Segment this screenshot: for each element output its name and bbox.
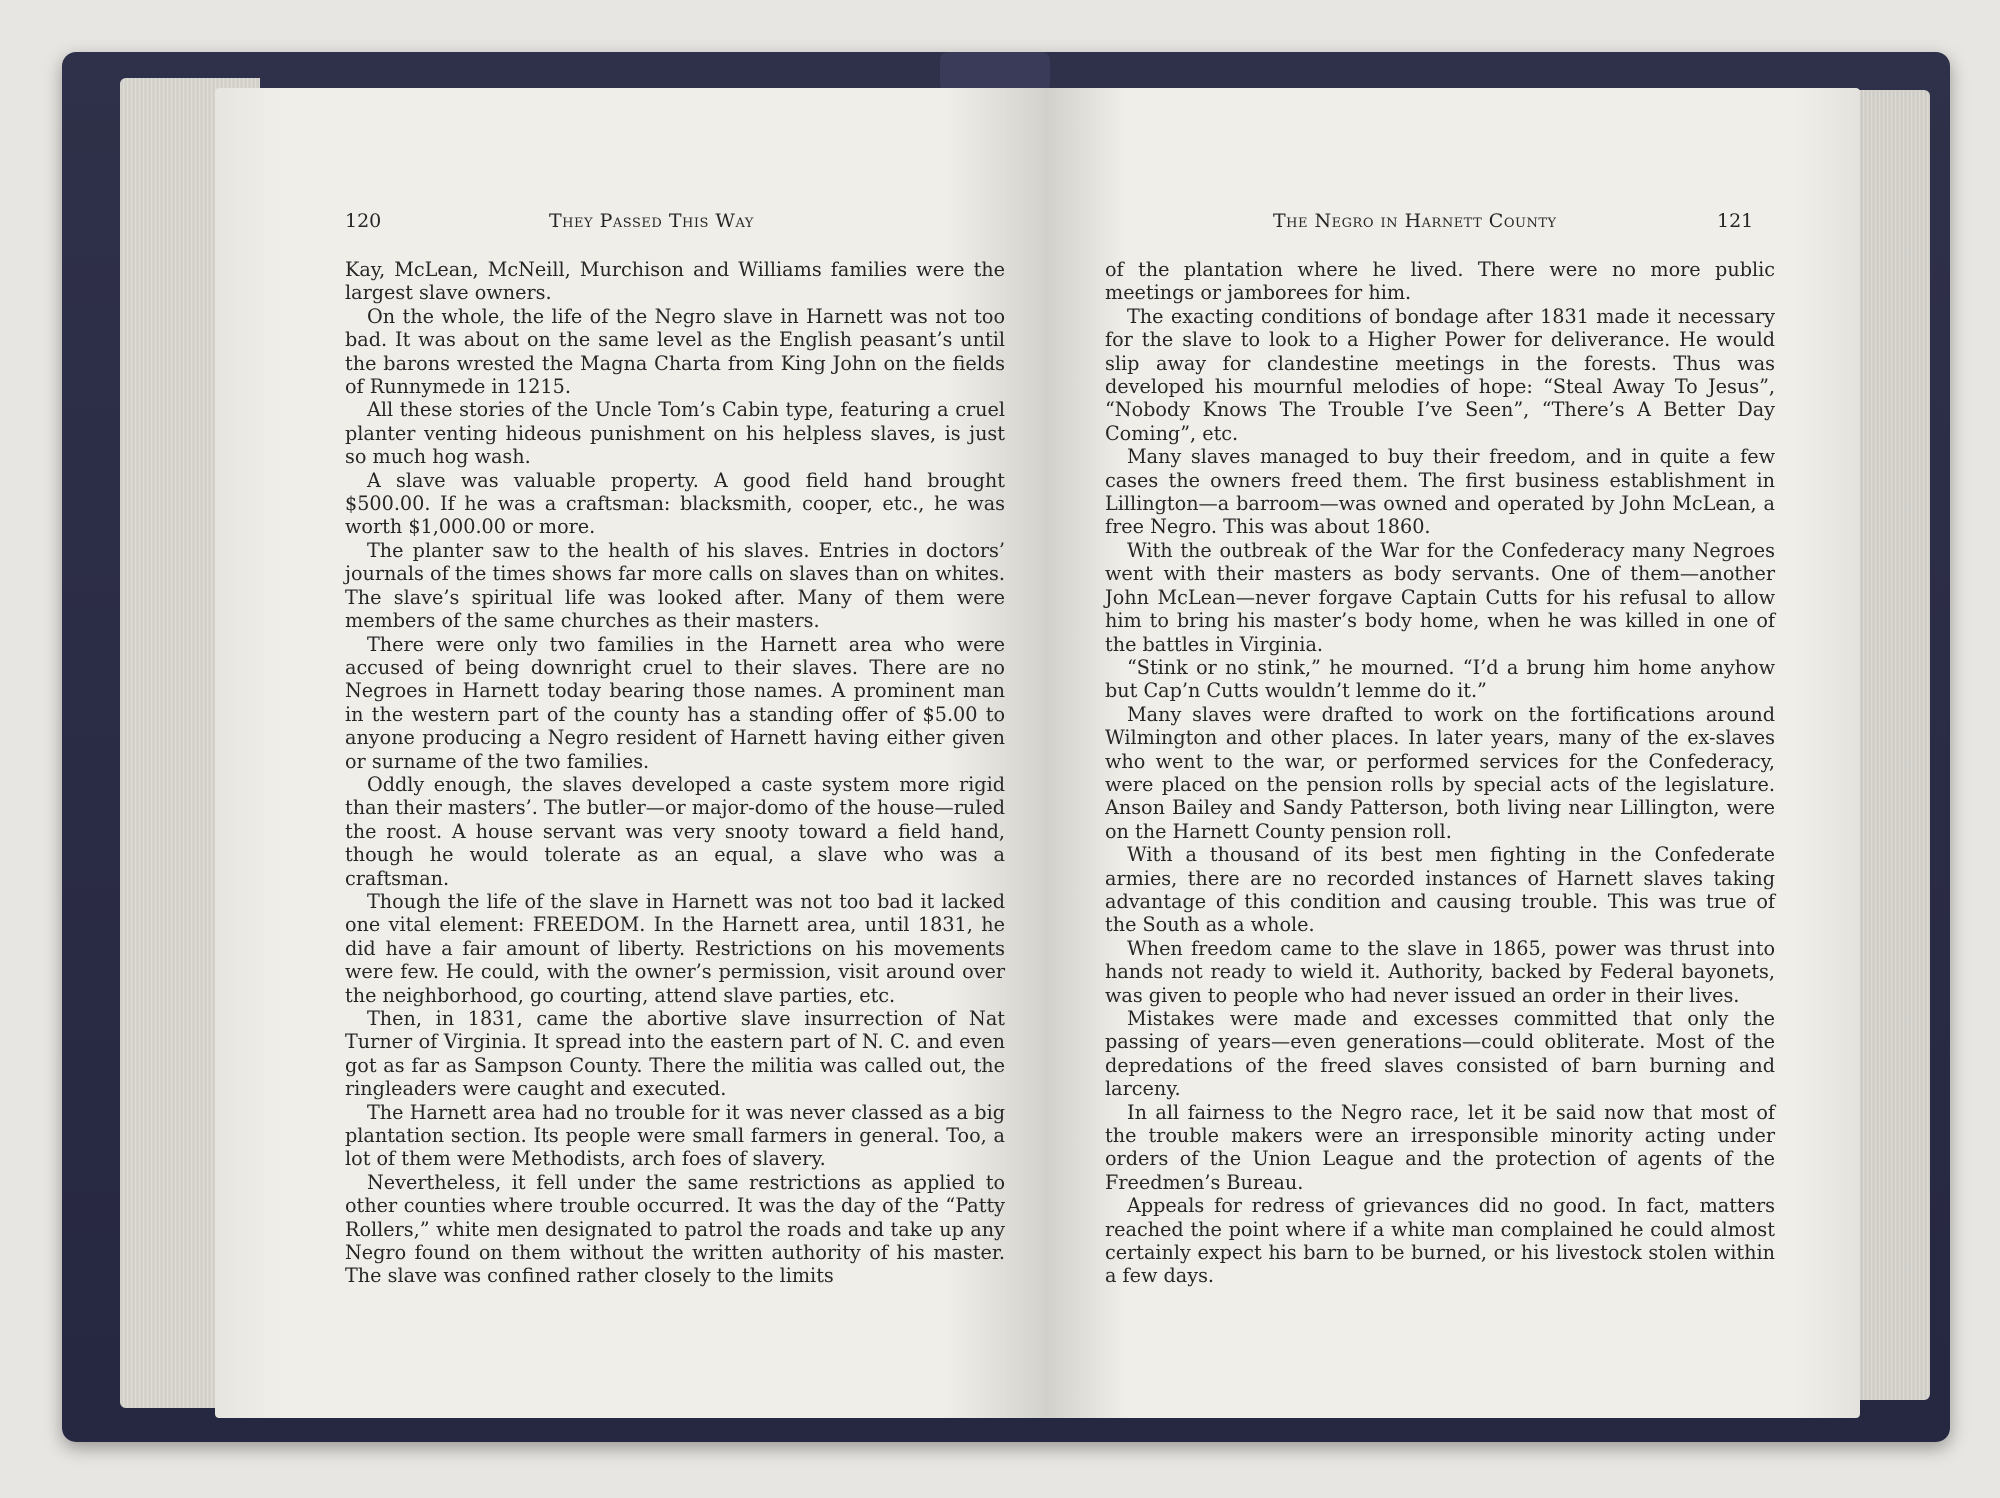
- paragraph: The planter saw to the health of his slaves. Entries in doctors’ journals of the times shows far more calls on slaves than on whites. The slave’s spiritual life was looked after. Many of them were members of the same churches as their masters.: [345, 538, 1005, 633]
- paragraph: Then, in 1831, came the abortive slave insurrection of Nat Turner of Virginia. It spread into the eastern part of N. C. and even got as far as Sampson County. There the militia was called out, the ringleaders were caught and executed.: [345, 1007, 1005, 1101]
- right-page: [1045, 88, 1860, 1418]
- paragraph: Kay, McLean, McNeill, Murchison and Williams families were the largest slave owners.: [345, 258, 1005, 305]
- left-page-text: [345, 258, 1005, 1288]
- paragraph: On the whole, the life of the Negro slave in Harnett was not too bad. It was about on the same level as the English peasant’s until the barons wrested the Magna Charta from King John on the fields of Runnymede in 1215.: [345, 304, 1005, 399]
- paragraph: Many slaves were drafted to work on the fortifications around Wilmington and other places. In later years, many of the ex-slaves who went to the war, or performed services for the Confederacy, were placed on the pension rolls by special acts of the legislature. Anson Bailey and Sandy Patterson, both living near Lillington, were on the Harnett County pension roll.: [1105, 702, 1775, 843]
- paragraph: With the outbreak of the War for the Confederacy many Negroes went with their masters as body servants. One of them—another John McLean—never forgave Captain Cutts for his refusal to allow him to bring his master’s body home, when he was killed in one of the battles in Virginia.: [1105, 538, 1775, 656]
- paragraph: Nevertheless, it fell under the same restrictions as applied to other counties where trouble occurred. It was the day of the “Patty Rollers,” white men designated to patrol the roads and take up any Negro found on them without the written authority of his master. The slave was confined rather closely to the limits: [345, 1170, 1005, 1288]
- paragraph: Oddly enough, the slaves developed a caste system more rigid than their masters’. The butler—or major-domo of the house—ruled the roost. A house servant was very snooty toward a field hand, though he would tolerate as an equal, a slave who was a craftsman.: [345, 772, 1005, 890]
- paragraph: When freedom came to the slave in 1865, power was thrust into hands not ready to wield it. Authority, backed by Federal bayonets, was given to people who had never issued an order in their lives.: [1105, 936, 1775, 1007]
- left-running-head: They Passed This Way: [549, 210, 754, 232]
- right-page-number: 121: [1717, 210, 1754, 232]
- paragraph: The Harnett area had no trouble for it was never classed as a big plantation section. Its people were small farmers in general. Too, a lot of them were Methodists, arch foes of slavery.: [345, 1100, 1005, 1171]
- right-page-text: [1105, 258, 1775, 1288]
- paragraph: The exacting conditions of bondage after 1831 made it necessary for the slave to look to a Higher Power for deliverance. He would slip away for clandestine meetings in the forests. Thus was developed his mournful melodies of hope: “Steal Away To Jesus”, “Nobody Knows The Trouble I’ve Seen”, “There’s A Better Day Coming”, etc.: [1105, 304, 1775, 445]
- paragraph: Appeals for redress of grievances did no good. In fact, matters reached the point where if a white man complained he could almost certainly expect his barn to be burned, or his livestock stolen within a few days.: [1105, 1194, 1775, 1288]
- left-page-number: 120: [345, 210, 382, 232]
- paragraph: All these stories of the Uncle Tom’s Cabin type, featuring a cruel planter venting hideous punishment on his helpless slaves, is just so much hog wash.: [345, 398, 1005, 469]
- paragraph: A slave was valuable property. A good field hand brought $500.00. If he was a craftsman: blacksmith, cooper, etc., he was worth $1,000.00 or more.: [345, 468, 1005, 539]
- paragraph: Many slaves managed to buy their freedom, and in quite a few cases the owners freed them. The first business establishment in Lillington—a barroom—was owned and operated by John McLean, a free Negro. This was about 1860.: [1105, 445, 1775, 539]
- paragraph: Mistakes were made and excesses committed that only the passing of years—even generations—could obliterate. Most of the depredations of the freed slaves consisted of barn burning and larceny.: [1105, 1007, 1775, 1101]
- paragraph: There were only two families in the Harnett area who were accused of being downright cruel to their slaves. There are no Negroes in Harnett today bearing those names. A prominent man in the western part of the county has a standing offer of $5.00 to anyone producing a Negro resident of Harnett having either given or surname of the two families.: [345, 632, 1005, 773]
- left-page: [215, 88, 1045, 1418]
- paragraph: Though the life of the slave in Harnett was not too bad it lacked one vital element: FREEDOM. In the Harnett area, until 1831, he did have a fair amount of liberty. Restrictions on his movements were few. He could, with the owner’s permission, visit around over the neighborhood, go courting, attend slave parties, etc.: [345, 889, 1005, 1007]
- paragraph: “Stink or no stink,” he mourned. “I’d a brung him home anyhow but Cap’n Cutts wouldn’t lemme do it.”: [1105, 655, 1775, 703]
- paragraph: With a thousand of its best men fighting in the Confederate armies, there are no recorded instances of Harnett slaves taking advantage of this condition and causing trouble. This was true of the South as a whole.: [1105, 843, 1775, 937]
- right-running-head: The Negro in Harnett County: [1273, 210, 1557, 232]
- paragraph: In all fairness to the Negro race, let it be said now that most of the trouble makers were an irresponsible minority acting under orders of the Union League and the protection of agents of the Freedmen’s Bureau.: [1105, 1100, 1775, 1194]
- book-spine-band: [940, 52, 1050, 92]
- paragraph: of the plantation where he lived. There were no more public meetings or jamborees for him.: [1105, 258, 1775, 305]
